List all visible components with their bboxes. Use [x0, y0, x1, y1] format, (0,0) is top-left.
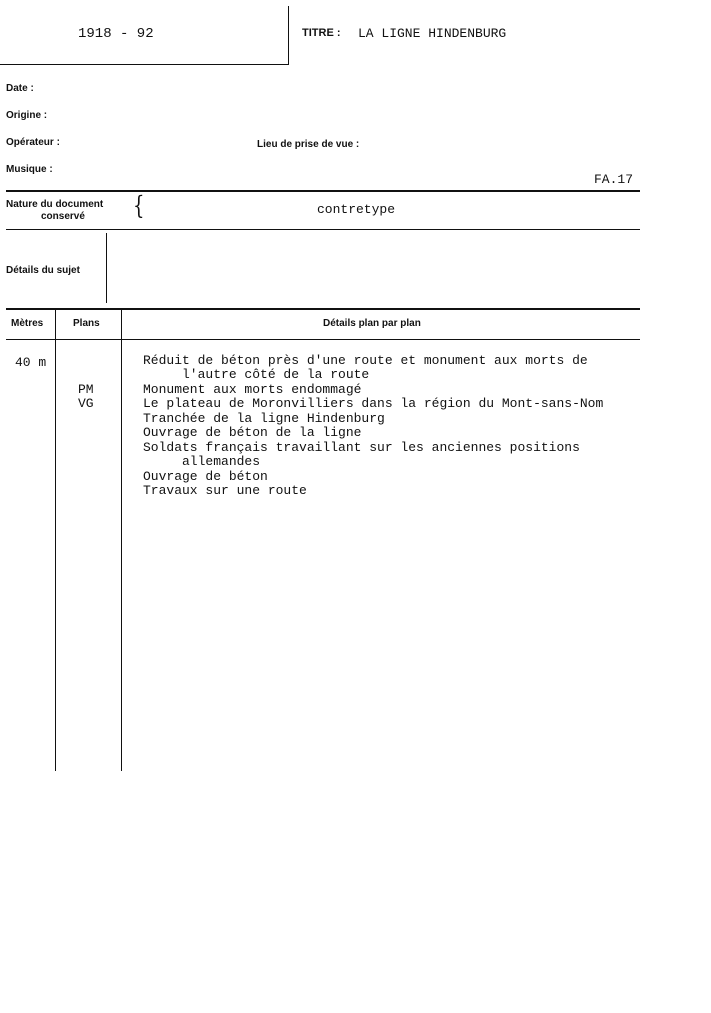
title-value: LA LIGNE HINDENBURG	[358, 26, 507, 41]
col-plans-header: Plans	[73, 318, 100, 329]
detail-row: Travaux sur une route	[143, 483, 307, 498]
sujet-brace	[106, 233, 107, 303]
date-label: Date :	[6, 83, 34, 94]
col-details-header: Détails plan par plan	[323, 318, 421, 329]
details-sujet-label: Détails du sujet	[6, 265, 80, 276]
table-header-rule	[6, 339, 640, 340]
nature-brace: {	[133, 191, 145, 222]
col-metres-header: Mètres	[11, 318, 44, 329]
title-label: TITRE :	[302, 27, 341, 39]
col-divider-1	[55, 309, 56, 771]
detail-row: Ouvrage de béton	[143, 469, 268, 484]
detail-row: Tranchée de la ligne Hindenburg	[143, 411, 385, 426]
archive-code: FA.17	[594, 172, 634, 187]
detail-row: Ouvrage de béton de la ligne	[143, 425, 362, 440]
detail-row: Le plateau de Moronvilliers dans la région du Mont-sans-Nom	[143, 396, 604, 411]
plan-code: VG	[78, 396, 94, 411]
plan-code: PM	[78, 382, 94, 397]
nature-label-line1: Nature du document	[6, 199, 104, 210]
operateur-label: Opérateur :	[6, 137, 60, 148]
detail-row: l'autre côté de la route	[143, 367, 370, 382]
sujet-bottom-rule	[6, 308, 640, 310]
lieu-label: Lieu de prise de vue :	[257, 139, 360, 150]
nature-top-rule	[6, 190, 640, 192]
origine-label: Origine :	[6, 110, 48, 121]
nature-label-line2: conservé	[41, 211, 85, 222]
nature-value: contretype	[317, 202, 396, 217]
detail-row: Soldats français travaillant sur les anciennes positions	[143, 440, 580, 455]
detail-row: Monument aux morts endommagé	[143, 382, 362, 397]
header-divider	[288, 6, 289, 65]
metres-value: 40 m	[15, 355, 47, 370]
musique-label: Musique :	[6, 164, 53, 175]
header-bottom-rule	[0, 64, 289, 65]
col-divider-2	[121, 309, 122, 771]
detail-row: Réduit de béton près d'une route et monument aux morts de	[143, 353, 588, 368]
reference-number: 1918 - 92	[78, 26, 154, 42]
detail-row: allemandes	[143, 454, 261, 469]
nature-bottom-rule	[6, 229, 640, 230]
